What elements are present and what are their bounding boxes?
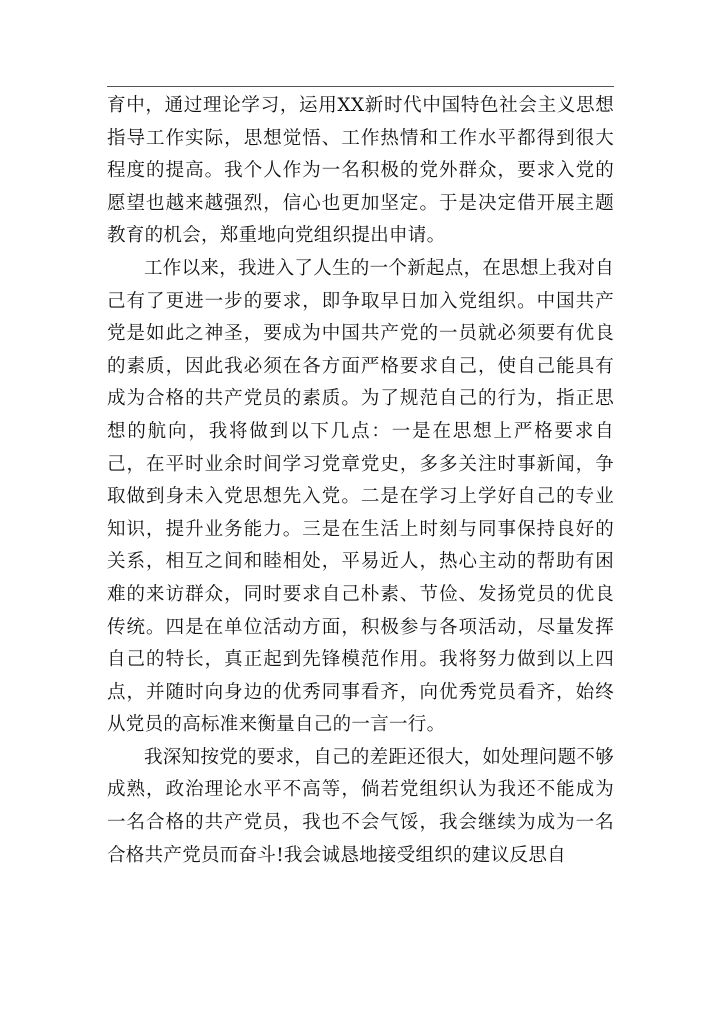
document-body (107, 90, 614, 872)
paragraph-continuation: 育中，通过理论学习，运用XX新时代中国特色社会主义思想指导工作实际，思想觉悟、工作热情和工作水平都得到很大程度的提高。我个人作为一名积极的党外群众，要求入党的愿望也越来越强烈，信心也更加坚定。于是决定借开展主题教育的机会，郑重地向党组织提出申请。 (107, 95, 614, 247)
paragraph-work: 工作以来，我进入了人生的一个新起点，在思想上我对自己有了更进一步的要求，即争取早日加入党组织。中国共产党是如此之神圣，要成为中国共产党的一员就必须要有优良的素质，因此我必须在各方面严格要求自己，使自己能具有成为合格的共产党员的素质。为了规范自己的行为，指正思想的航向，我将做到以下几点：一是在思想上严格要求自己，在平时业余时间学习党章党史，多多关注时事新闻，争取做到身未入党思想先入党。二是在学习上学好自己的专业知识，提升业务能力。三是在生活上时刻与同事保持良好的关系，相互之间和睦相处，平易近人，热心主动的帮助有困难的来访群众，同时要求自己朴素、节俭、发扬党员的优良传统。四是在单位活动方面，积极参与各项活动，尽量发挥自己的特长，真正起到先锋模范作用。我将努力做到以上四点，并随时向身边的优秀同事看齐，向优秀党员看齐，始终从党员的高标准来衡量自己的一言一行。 (107, 257, 615, 736)
paragraph-self-reflection: 我深知按党的要求，自己的差距还很大，如处理问题不够成熟，政治理论水平不高等，倘若党组织认为我还不能成为一名合格的共产党员，我也不会气馁，我会继续为成为一名合格共产党员而奋斗!我会诚恳地接受组织的建议反思自 (107, 746, 615, 866)
header-rule (107, 86, 614, 87)
